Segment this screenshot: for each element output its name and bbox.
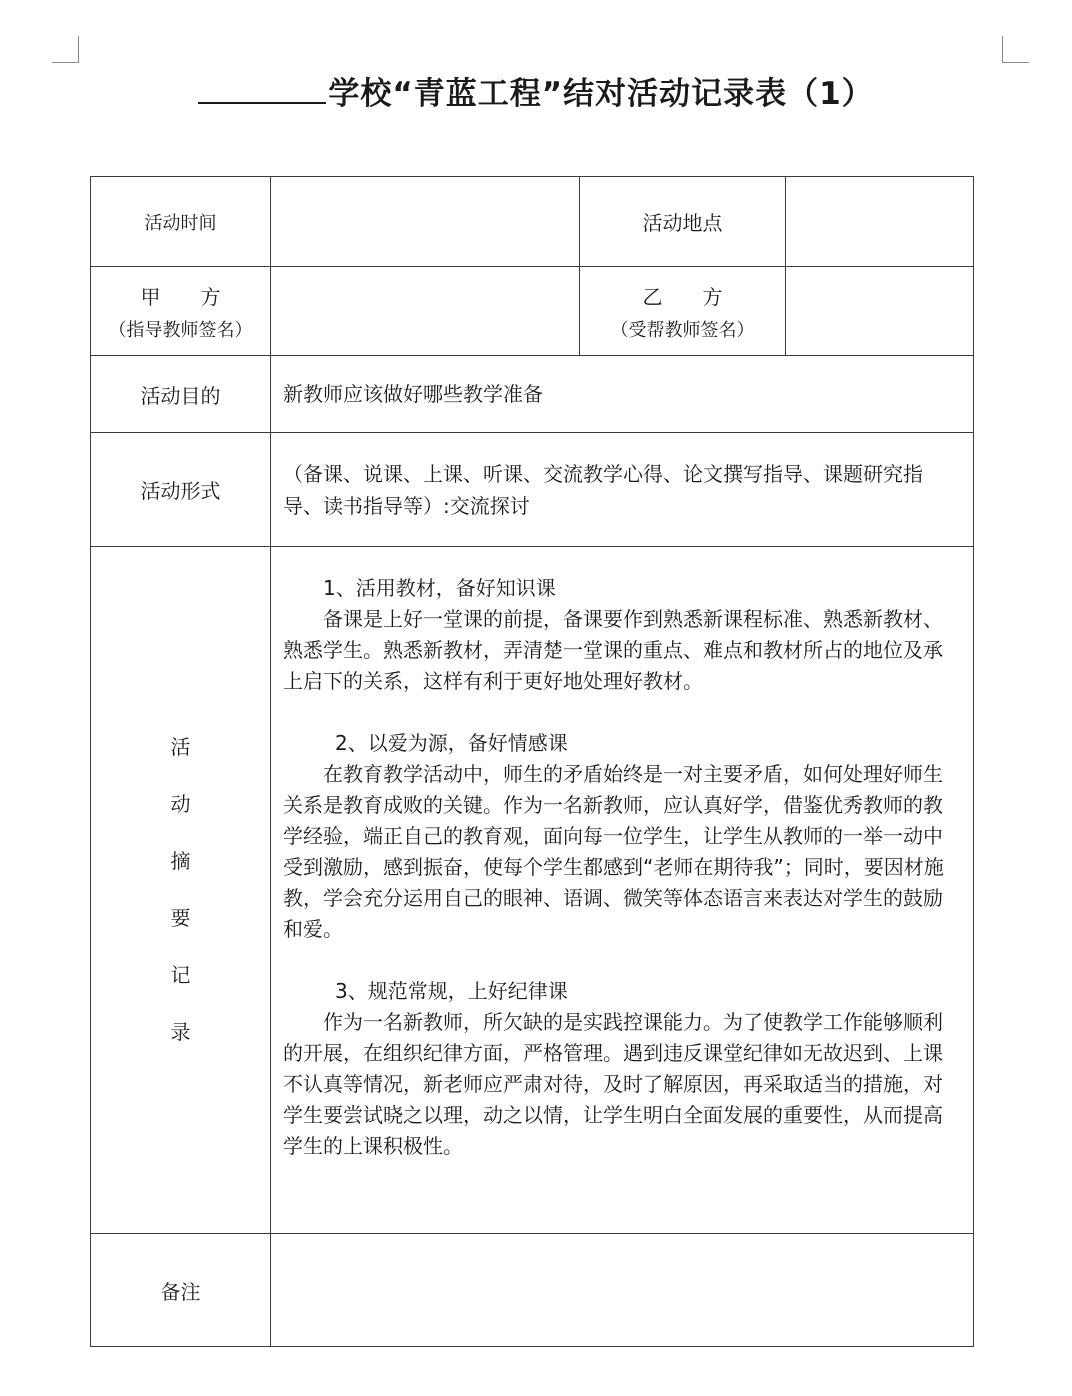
summary-label	[91, 547, 271, 1234]
remarks-value[interactable]	[271, 1234, 974, 1347]
summary-label-char: 活	[170, 735, 191, 759]
summary-label-char: 要	[170, 906, 191, 930]
time-value-cell[interactable]	[271, 177, 580, 267]
row-remarks	[91, 1234, 974, 1347]
party-a-signature-cell[interactable]	[271, 267, 580, 356]
party-a-sublabel: （指导教师签名）	[108, 319, 253, 341]
purpose-label: 活动目的	[91, 356, 271, 433]
row-summary	[91, 547, 974, 1234]
row-parties	[91, 267, 974, 356]
summary-label-char: 摘	[170, 849, 191, 873]
place-label: 活动地点	[580, 177, 786, 267]
summary-content[interactable]	[271, 547, 974, 1234]
page-corner-mark-left	[52, 36, 79, 63]
party-b-signature-cell[interactable]	[786, 267, 974, 356]
party-b-label-cell	[580, 267, 786, 356]
page-title-text: 学校“青蓝工程”结对活动记录表（1）	[328, 76, 874, 112]
school-name-blank[interactable]	[198, 68, 326, 104]
purpose-value[interactable]: 新教师应该做好哪些教学准备	[271, 356, 974, 433]
row-purpose	[91, 356, 974, 433]
section-2-body: 在教育教学活动中，师生的矛盾始终是一对主要矛盾，如何处理好师生关系是教育成败的关键。作为一名新教师，应认真好学，借鉴优秀教师的教学经验，端正自己的教育观，面向每一位学生，让学生从教师的一举一动中受到激励，感到振奋，使每个学生都感到“老师在期待我”；同时，要因材施教，学会充分运用自己的眼神、语调、微笑等体态语言来表达对学生的鼓励和爱。	[283, 762, 944, 941]
remarks-label: 备注	[91, 1234, 271, 1347]
summary-label-char: 动	[170, 792, 191, 816]
form-label: 活动形式	[91, 433, 271, 547]
section-1-body: 备课是上好一堂课的前提，备课要作到熟悉新课程标准、熟悉新教材、熟悉学生。熟悉新教材，弄清楚一堂课的重点、难点和教材所占的地位及承上启下的关系，这样有利于更好地处理好教材。	[283, 607, 943, 693]
section-3-body: 作为一名新教师，所欠缺的是实践控课能力。为了使教学工作能够顺利的开展，在组织纪律方面，严格管理。遇到违反课堂纪律如无故迟到、上课不认真等情况，新老师应严肃对待，及时了解原因，再采取适当的措施，对学生要尝试晓之以理，动之以情，让学生明白全面发展的重要性，从而提高学生的上课积极性。	[283, 1010, 943, 1158]
place-value-cell[interactable]	[786, 177, 974, 267]
row-time-place	[91, 177, 974, 267]
party-b-sublabel: （受帮教师签名）	[610, 319, 755, 341]
section-1-heading: 1、活用教材，备好知识课	[323, 576, 556, 600]
activity-record-table	[90, 176, 974, 1347]
party-a-label: 甲 方	[140, 284, 221, 309]
page-title	[0, 68, 1072, 118]
party-a-label-cell	[91, 267, 271, 356]
summary-label-char: 录	[170, 1020, 191, 1044]
party-b-label: 乙 方	[642, 284, 723, 309]
section-3-heading: 3、规范常规，上好纪律课	[335, 979, 568, 1003]
time-label: 活动时间	[91, 177, 271, 267]
form-value[interactable]: （备课、说课、上课、听课、交流教学心得、论文撰写指导、课题研究指导、读书指导等）:交流探讨	[271, 433, 974, 547]
section-2-heading: 2、以爱为源，备好情感课	[335, 731, 568, 755]
page-corner-mark-right	[1002, 36, 1029, 63]
summary-label-char: 记	[170, 963, 191, 987]
row-form	[91, 433, 974, 547]
